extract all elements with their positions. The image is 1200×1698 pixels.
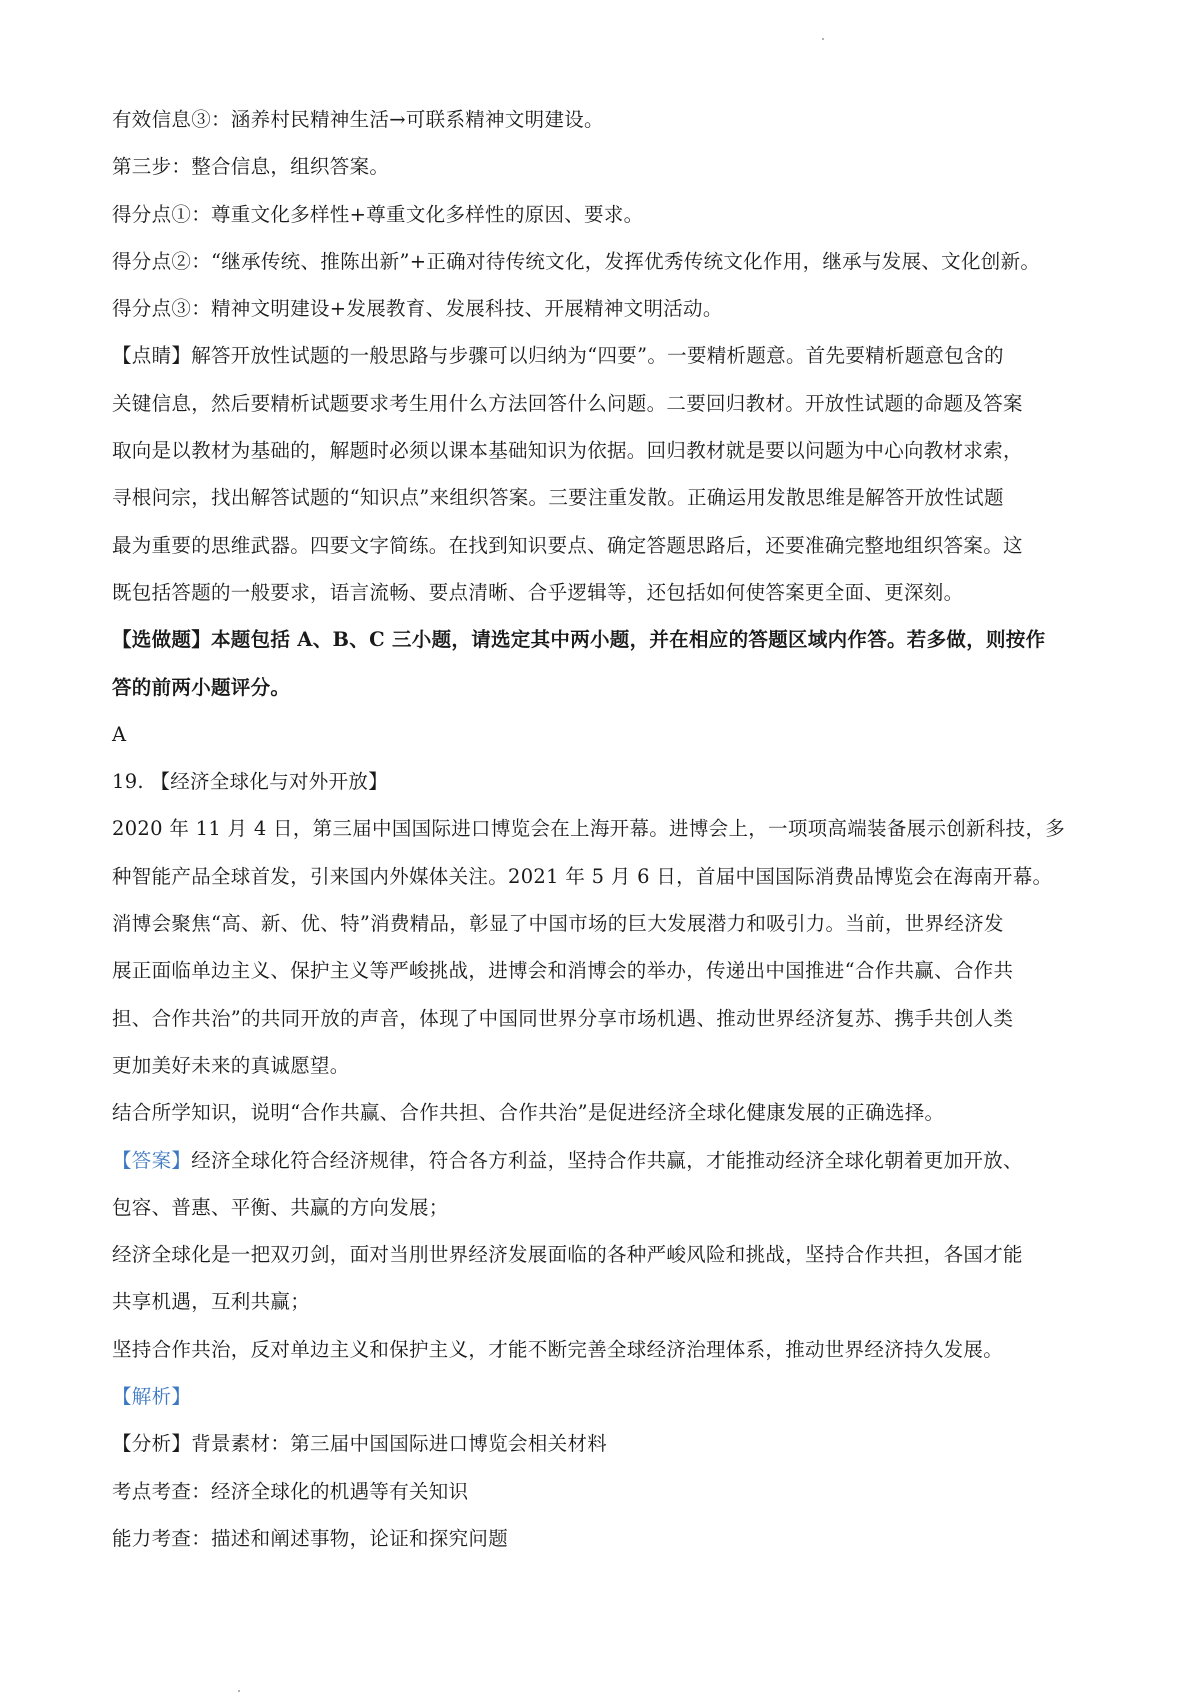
notice-line: 【选做题】本题包括 A、B、C 三小题，请选定其中两小题，并在相应的答题区域内作答。若多做，则按作 xyxy=(112,628,1046,652)
answer-label: 【答案】 xyxy=(112,1148,192,1172)
analysis-line: 【分析】背景素材：第三届中国国际进口博览会相关材料 xyxy=(112,1432,608,1456)
analysis-line: 能力考查：描述和阐述事物，论证和探究问题 xyxy=(112,1526,509,1550)
answer-line: 坚持合作共治，反对单边主义和保护主义，才能不断完善全球经济治理体系，推动世界经济持久发展。 xyxy=(112,1337,1004,1361)
text-line: 既包括答题的一般要求，语言流畅、要点清晰、合乎逻辑等，还包括如何使答案更全面、更深刻。 xyxy=(112,580,964,604)
material-line: 担、合作共治”的共同开放的声音，体现了中国同世界分享市场机遇、推动世界经济复苏、携手共创人类 xyxy=(112,1006,1014,1030)
document-body xyxy=(112,96,1100,1562)
question-material xyxy=(112,805,1100,1089)
optional-questions-notice xyxy=(112,616,1100,711)
section-letter: A xyxy=(112,722,127,746)
material-line: 展正面临单边主义、保护主义等严峻挑战，进博会和消博会的举办，传递出中国推进“合作共赢、合作共 xyxy=(112,959,1014,983)
text-line: 最为重要的思维武器。四要文字简练。在找到知识要点、确定答题思路后，还要准确完整地组织答案。这 xyxy=(112,533,1023,557)
question-title: 19. 【经济全球化与对外开放】 xyxy=(112,770,389,794)
text-line: 得分点①：尊重文化多样性+尊重文化多样性的原因、要求。 xyxy=(112,202,644,226)
text-line: 取向是以教材为基础的，解题时必须以课本基础知识为依据。回归教材就是要以问题为中心向教材求索， xyxy=(112,439,1023,463)
text-line: 得分点③：精神文明建设+发展教育、发展科技、开展精神文明活动。 xyxy=(112,297,723,321)
material-line: 种智能产品全球首发，引来国内外媒体关注。2021 年 5 月 6 日，首届中国国际消费品博览会在海南开幕。 xyxy=(112,864,1053,888)
answer-text: 经济全球化符合经济规律，符合各方利益，坚持合作共赢，才能推动经济全球化朝着更加开放、 xyxy=(191,1148,1023,1172)
notice-line: 答的前两小题评分。 xyxy=(112,675,291,699)
material-line: 消博会聚焦“高、新、优、特”消费精品，彰显了中国市场的巨大发展潜力和吸引力。当前，世界经济发 xyxy=(112,912,1004,936)
text-line: 有效信息③：涵养村民精神生活→可联系精神文明建设。 xyxy=(112,108,604,131)
answer-line: 共享机遇，互利共赢； xyxy=(112,1290,311,1314)
material-line: 更加美好未来的真诚愿望。 xyxy=(112,1053,350,1077)
scan-speck-bottom xyxy=(238,1690,240,1692)
text-line: 关键信息，然后要精析试题要求考生用什么方法回答什么问题。二要回归教材。开放性试题的命题及答案 xyxy=(112,391,1023,415)
answer-line: 包容、普惠、平衡、共赢的方向发展； xyxy=(112,1195,449,1219)
previous-question-analysis xyxy=(112,96,1100,616)
question-prompt: 结合所学知识，说明“合作共赢、合作共担、合作共治”是促进经济全球化健康发展的正确选择。 xyxy=(112,1101,945,1125)
material-line: 2020 年 11 月 4 日，第三届中国国际进口博览会在上海开幕。进博会上，一项项高端装备展示创新科技，多 xyxy=(112,817,1066,841)
answer-section xyxy=(112,1137,1100,1373)
text-line: 【点睛】解答开放性试题的一般思路与步骤可以归纳为“四要”。一要精析题意。首先要精析题意包含的 xyxy=(112,344,1004,368)
analysis-section xyxy=(112,1373,1100,1562)
text-line: 得分点②：“继承传统、推陈出新”+正确对待传统文化，发挥优秀传统文化作用，继承与发展、文化创新。 xyxy=(112,249,1041,273)
answer-first-line xyxy=(112,1137,1100,1184)
analysis-line: 考点考查：经济全球化的机遇等有关知识 xyxy=(112,1479,469,1503)
analysis-label: 【解析】 xyxy=(112,1385,192,1409)
text-line: 寻根问宗，找出解答试题的“知识点”来组织答案。三要注重发散。正确运用发散思维是解答开放性试题 xyxy=(112,486,1004,510)
scan-speck-top xyxy=(822,38,824,40)
text-line: 第三步：整合信息，组织答案。 xyxy=(112,155,390,179)
answer-line: 经济全球化是一把双刃剑，面对当刖世界经济发展面临的各种严峻风险和挑战，坚持合作共担，各国才能 xyxy=(112,1243,1023,1267)
